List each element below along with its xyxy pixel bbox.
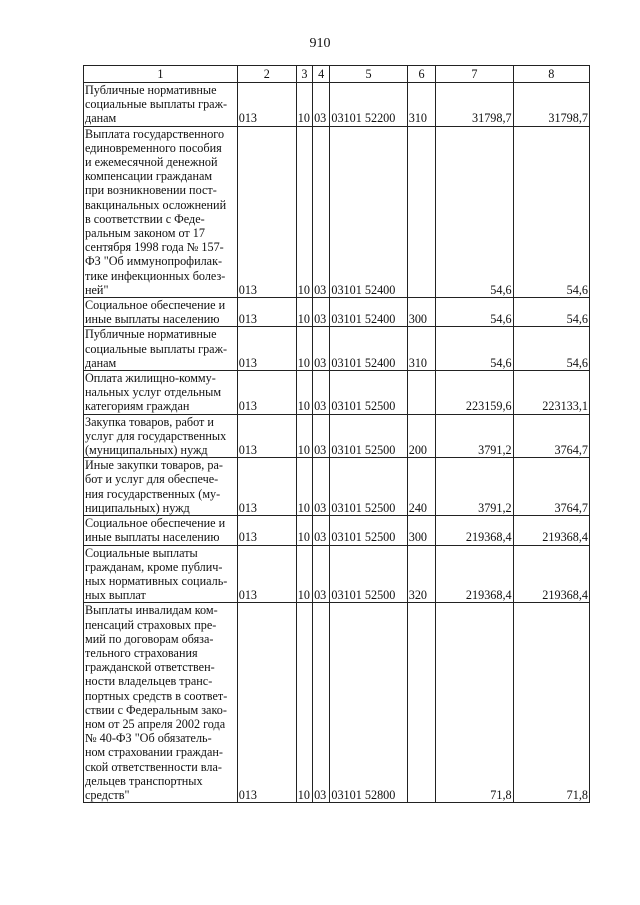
ministry-code-cell: 013 xyxy=(237,458,296,516)
amount-col8-cell: 219368,4 xyxy=(513,516,589,545)
budget-table xyxy=(83,65,590,803)
subsection-cell: 03 xyxy=(313,414,330,458)
row-name-cell: Социальные выплаты гражданам, кроме публич- ных нормативных социаль- ных выплат xyxy=(84,545,238,603)
amount-col7-cell: 54,6 xyxy=(436,126,513,297)
amount-col7-cell: 71,8 xyxy=(436,603,513,803)
section-cell: 10 xyxy=(296,603,312,803)
row-name-cell: Социальное обеспечение и иные выплаты населению xyxy=(84,298,238,327)
column-header: 4 xyxy=(313,66,330,83)
table-row xyxy=(84,327,590,371)
section-cell: 10 xyxy=(296,126,312,297)
expense-type-cell: 310 xyxy=(407,83,436,127)
row-name-cell: Оплата жилищно-комму- нальных услуг отдельным категориям граждан xyxy=(84,371,238,415)
header-row xyxy=(84,66,590,83)
column-header: 6 xyxy=(407,66,436,83)
table-row xyxy=(84,126,590,297)
amount-col7-cell: 3791,2 xyxy=(436,458,513,516)
amount-col7-cell: 31798,7 xyxy=(436,83,513,127)
amount-col7-cell: 3791,2 xyxy=(436,414,513,458)
amount-col8-cell: 219368,4 xyxy=(513,545,589,603)
amount-col8-cell: 223133,1 xyxy=(513,371,589,415)
target-article-cell: 03101 52500 xyxy=(330,545,407,603)
ministry-code-cell: 013 xyxy=(237,83,296,127)
amount-col8-cell: 3764,7 xyxy=(513,458,589,516)
subsection-cell: 03 xyxy=(313,458,330,516)
amount-col8-cell: 31798,7 xyxy=(513,83,589,127)
subsection-cell: 03 xyxy=(313,83,330,127)
table-row xyxy=(84,414,590,458)
row-name-cell: Выплаты инвалидам ком- пенсаций страховых пре- мий по договорам обяза- тельного страхования гражданской ответствен- ности владельцев транс- портных средств в соответ- ствии с Федеральным зако- ном от 25 апреля 2002 года № 40-ФЗ "Об обязатель- ном страховании граждан- ской ответственности вла- дельцев транспортных средств" xyxy=(84,603,238,803)
section-cell: 10 xyxy=(296,516,312,545)
row-name-cell: Публичные нормативные социальные выплаты граж- данам xyxy=(84,327,238,371)
subsection-cell: 03 xyxy=(313,371,330,415)
section-cell: 10 xyxy=(296,458,312,516)
subsection-cell: 03 xyxy=(313,298,330,327)
subsection-cell: 03 xyxy=(313,516,330,545)
target-article-cell: 03101 52400 xyxy=(330,327,407,371)
ministry-code-cell: 013 xyxy=(237,327,296,371)
target-article-cell: 03101 52400 xyxy=(330,298,407,327)
expense-type-cell: 300 xyxy=(407,298,436,327)
column-header: 1 xyxy=(84,66,238,83)
target-article-cell: 03101 52800 xyxy=(330,603,407,803)
target-article-cell: 03101 52500 xyxy=(330,458,407,516)
amount-col7-cell: 54,6 xyxy=(436,298,513,327)
amount-col8-cell: 54,6 xyxy=(513,298,589,327)
column-header: 3 xyxy=(296,66,312,83)
subsection-cell: 03 xyxy=(313,545,330,603)
amount-col8-cell: 71,8 xyxy=(513,603,589,803)
row-name-cell: Публичные нормативные социальные выплаты граж- данам xyxy=(84,83,238,127)
subsection-cell: 03 xyxy=(313,126,330,297)
row-name-cell: Социальное обеспечение и иные выплаты населению xyxy=(84,516,238,545)
ministry-code-cell: 013 xyxy=(237,545,296,603)
expense-type-cell: 200 xyxy=(407,414,436,458)
expense-type-cell xyxy=(407,126,436,297)
target-article-cell: 03101 52400 xyxy=(330,126,407,297)
column-header: 2 xyxy=(237,66,296,83)
column-header: 7 xyxy=(436,66,513,83)
table-row xyxy=(84,603,590,803)
ministry-code-cell: 013 xyxy=(237,298,296,327)
section-cell: 10 xyxy=(296,298,312,327)
section-cell: 10 xyxy=(296,414,312,458)
section-cell: 10 xyxy=(296,83,312,127)
amount-col7-cell: 54,6 xyxy=(436,327,513,371)
target-article-cell: 03101 52500 xyxy=(330,516,407,545)
ministry-code-cell: 013 xyxy=(237,126,296,297)
amount-col7-cell: 219368,4 xyxy=(436,545,513,603)
section-cell: 10 xyxy=(296,545,312,603)
table-row xyxy=(84,371,590,415)
amount-col8-cell: 54,6 xyxy=(513,126,589,297)
expense-type-cell: 310 xyxy=(407,327,436,371)
expense-type-cell: 240 xyxy=(407,458,436,516)
ministry-code-cell: 013 xyxy=(237,371,296,415)
table-row xyxy=(84,83,590,127)
row-name-cell: Иные закупки товаров, ра- бот и услуг для обеспече- ния государственных (му- ниципальных) нужд xyxy=(84,458,238,516)
expense-type-cell: 300 xyxy=(407,516,436,545)
table-row xyxy=(84,298,590,327)
ministry-code-cell: 013 xyxy=(237,603,296,803)
amount-col8-cell: 54,6 xyxy=(513,327,589,371)
table-row xyxy=(84,516,590,545)
target-article-cell: 03101 52200 xyxy=(330,83,407,127)
ministry-code-cell: 013 xyxy=(237,516,296,545)
page-number: 910 xyxy=(309,36,331,51)
table-row xyxy=(84,458,590,516)
target-article-cell: 03101 52500 xyxy=(330,371,407,415)
expense-type-cell: 320 xyxy=(407,545,436,603)
ministry-code-cell: 013 xyxy=(237,414,296,458)
amount-col7-cell: 223159,6 xyxy=(436,371,513,415)
table-row xyxy=(84,545,590,603)
section-cell: 10 xyxy=(296,327,312,371)
subsection-cell: 03 xyxy=(313,327,330,371)
expense-type-cell xyxy=(407,371,436,415)
row-name-cell: Закупка товаров, работ и услуг для государственных (муниципальных) нужд xyxy=(84,414,238,458)
amount-col7-cell: 219368,4 xyxy=(436,516,513,545)
column-header: 8 xyxy=(513,66,589,83)
section-cell: 10 xyxy=(296,371,312,415)
amount-col8-cell: 3764,7 xyxy=(513,414,589,458)
subsection-cell: 03 xyxy=(313,603,330,803)
target-article-cell: 03101 52500 xyxy=(330,414,407,458)
row-name-cell: Выплата государственного единовременного пособия и ежемесячной денежной компенсации гражданам при возникновении пост- вакцинальных осложнений в соответствии с Феде- ральным законом от 17 сентября 1998 года № 157- ФЗ "Об иммунопрофилак- тике инфекционных болез- ней" xyxy=(84,126,238,297)
expense-type-cell xyxy=(407,603,436,803)
column-header: 5 xyxy=(330,66,407,83)
